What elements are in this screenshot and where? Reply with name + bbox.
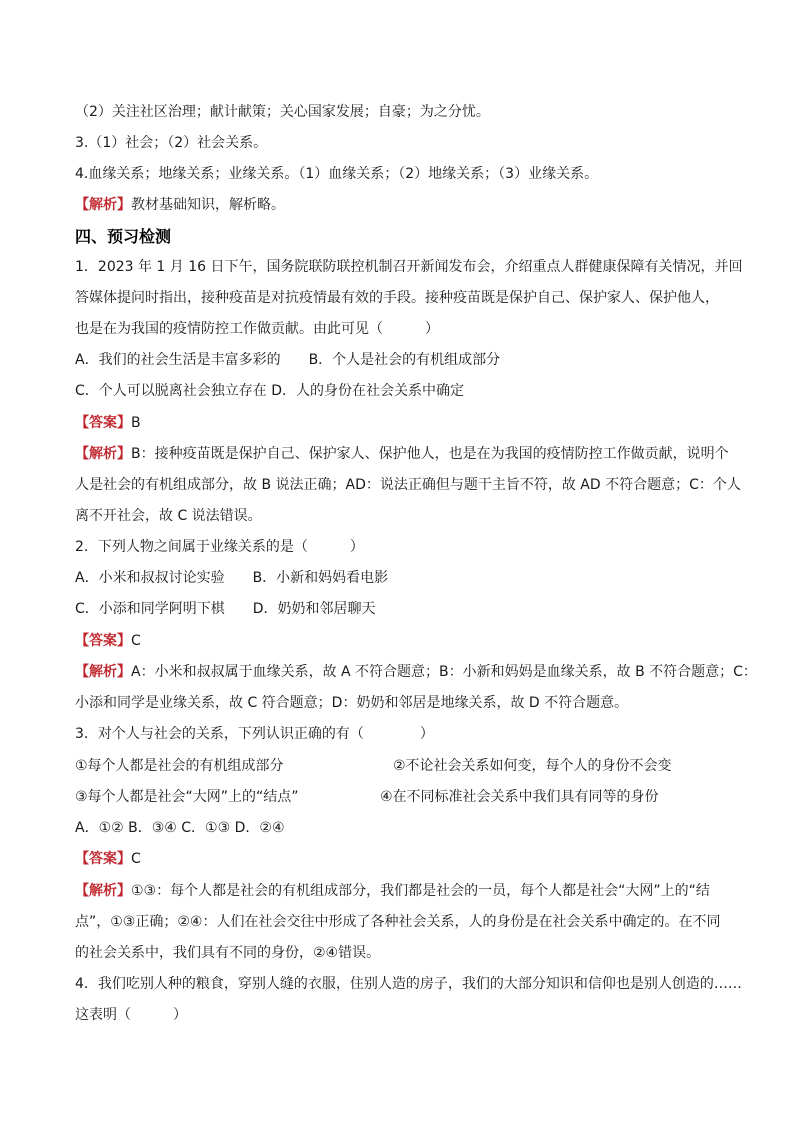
q2-answer	[75, 631, 735, 651]
q3-stem: 3．对个人与社会的关系，下列认识正确的有（ ）	[75, 726, 434, 742]
q3-analysis-line-3: 的社会关系中，我们具有不同的身份，②④错误。	[75, 945, 381, 961]
q2-analysis-line-2: 小添和同学是业缘关系，故 C 符合题意；D：奶奶和邻居是地缘关系，故 D 不符合题意。	[75, 695, 629, 711]
section-title: 四、预习检测	[75, 227, 172, 246]
analysis-text: 教材基础知识，解析略。	[131, 197, 285, 213]
q2-options-line-2: C．小添和同学阿明下棋 D．奶奶和邻居聊天	[75, 601, 376, 617]
analysis-tag: 【解析】	[75, 664, 131, 680]
answer-value: C	[131, 851, 141, 867]
q2-stem: 2．下列人物之间属于业缘关系的是（ ）	[75, 539, 364, 555]
q2-options-line-1: A．小米和叔叔讨论实验 B．小新和妈妈看电影	[75, 570, 389, 586]
q3-answer	[75, 849, 735, 869]
q1-options-line-1: A．我们的社会生活是丰富多彩的 B．个人是社会的有机组成部分	[75, 352, 501, 368]
analysis-text: A：小米和叔叔属于血缘关系，故 A 不符合题意；B：小新和妈妈是血缘关系，故 B 不符合题意；C：	[131, 664, 757, 680]
q2-analysis-line-1	[75, 662, 757, 682]
q1-stem-line-3: 也是在为我国的疫情防控工作做贡献。由此可见（ ）	[75, 321, 439, 337]
analysis-tag: 【解析】	[75, 446, 131, 462]
q1-stem-line-1: 1．2023 年 1 月 16 日下午，国务院联防联控机制召开新闻发布会，介绍重点人群健康保障有关情况，并回	[75, 259, 743, 275]
prev-analysis	[75, 195, 735, 215]
answer-tag: 【答案】	[75, 633, 131, 649]
q3-statements-row-1	[75, 756, 735, 776]
answer-value: B	[131, 415, 141, 431]
answer-tag: 【答案】	[75, 851, 131, 867]
q3-choices: A．①② B．③④ C．①③ D．②④	[75, 820, 285, 836]
prev-answer-line-1: （2）关注社区治理；献计献策；关心国家发展；自豪；为之分忧。	[75, 104, 490, 120]
q3-analysis-line-1	[75, 881, 735, 901]
q1-analysis-line-1	[75, 444, 735, 464]
analysis-tag: 【解析】	[75, 883, 131, 899]
q3-statement-2: ②不论社会关系如何变，每个人的身份不会变	[393, 758, 672, 774]
prev-answer-line-2: 3.（1）社会；（2）社会关系。	[75, 135, 268, 151]
q1-analysis-line-3: 离不开社会，故 C 说法错误。	[75, 508, 262, 524]
answer-value: C	[131, 633, 141, 649]
q3-statement-1: ①每个人都是社会的有机组成部分	[75, 758, 284, 774]
q1-options-line-2: C．个人可以脱离社会独立存在 D．人的身份在社会关系中确定	[75, 383, 465, 399]
q3-statements-row-2	[75, 787, 735, 807]
q3-statement-3: ③每个人都是社会“大网”上的“结点”	[75, 789, 299, 805]
q3-statement-4: ④在不同标准社会关系中我们具有同等的身份	[380, 789, 659, 805]
prev-answer-line-3: 4.血缘关系；地缘关系；业缘关系。（1）血缘关系；（2）地缘关系；（3）业缘关系。	[75, 166, 599, 182]
answer-tag: 【答案】	[75, 415, 131, 431]
analysis-text: ①③：每个人都是社会的有机组成部分，我们都是社会的一员，每个人都是社会“大网”上的“结	[131, 883, 710, 899]
analysis-text: B：接种疫苗既是保护自己、保护家人、保护他人，也是在为我国的疫情防控工作做贡献，说明个	[131, 446, 729, 462]
q3-analysis-line-2: 点”，①③正确；②④：人们在社会交往中形成了各种社会关系，人的身份是在社会关系中确定的。在不同	[75, 914, 721, 930]
q1-answer	[75, 413, 735, 433]
q4-stem-line-1: 4．我们吃别人种的粮食，穿别人缝的衣服，住别人造的房子，我们的大部分知识和信仰也是别人创造的……	[75, 976, 742, 992]
q1-analysis-line-2: 人是社会的有机组成部分，故 B 说法正确；AD：说法正确但与题干主旨不符，故 AD 不符合题意；C：个人	[75, 477, 741, 493]
q1-stem-line-2: 答媒体提问时指出，接种疫苗是对抗疫情最有效的手段。接种疫苗既是保护自己、保护家人、保护他人，	[75, 290, 719, 306]
q4-stem-line-2: 这表明（ ）	[75, 1007, 187, 1023]
analysis-tag: 【解析】	[75, 197, 131, 213]
